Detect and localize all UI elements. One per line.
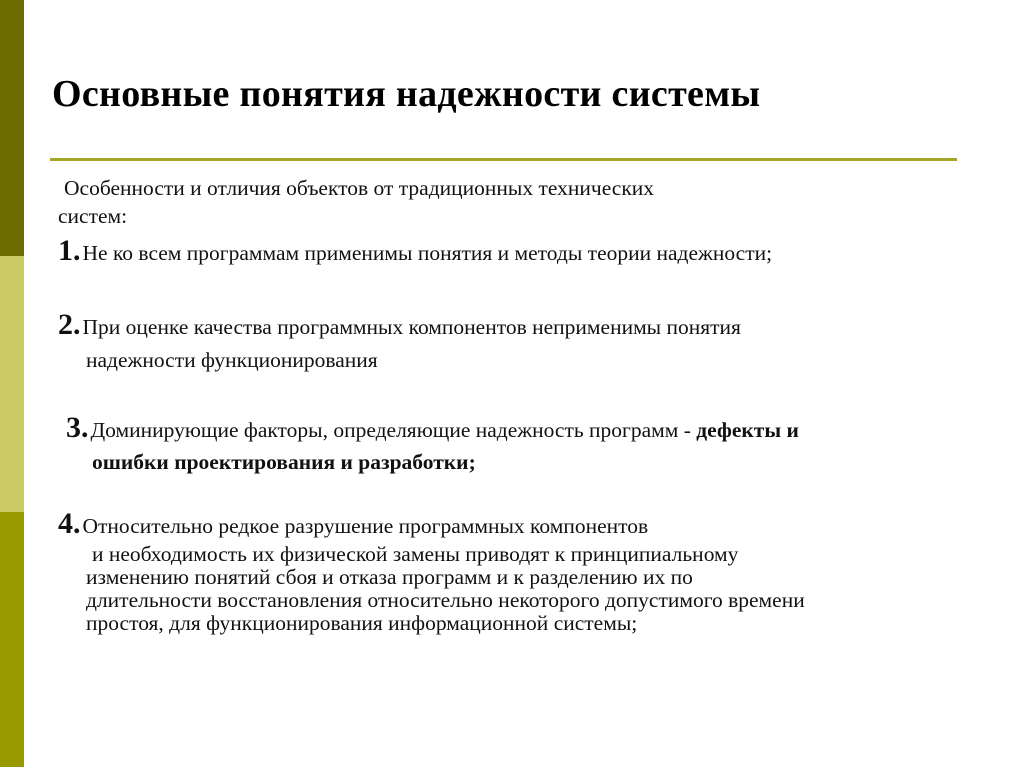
item-text: Не ко всем программам применимы понятия и методы теории надежности; bbox=[82, 241, 773, 265]
sidebar-block-olive bbox=[0, 512, 24, 767]
list-item-4-line-3: изменению понятий сбоя и отказа программ и к разделению их по bbox=[86, 565, 693, 589]
list-item-1 bbox=[58, 234, 773, 267]
item-text: Относительно редкое разрушение программных компонентов bbox=[82, 514, 649, 538]
item-number: 4. bbox=[58, 507, 81, 540]
item-text-emphasis: дефекты и bbox=[696, 418, 799, 442]
sidebar-decoration bbox=[0, 0, 24, 767]
list-item-3 bbox=[66, 411, 799, 444]
sidebar-block-dark bbox=[0, 0, 24, 256]
title-divider bbox=[50, 158, 957, 161]
sidebar-block-light bbox=[0, 256, 24, 512]
item-number: 2. bbox=[58, 308, 81, 341]
list-item-2 bbox=[58, 308, 741, 341]
item-number: 3. bbox=[66, 411, 89, 444]
item-text: Доминирующие факторы, определяющие надежность программ - bbox=[90, 418, 697, 442]
list-item-4-line-5: простоя, для функционирования информационной системы; bbox=[86, 611, 638, 635]
item-text: При оценке качества программных компонентов неприменимы понятия bbox=[82, 315, 741, 339]
list-item-2-continuation: надежности функционирования bbox=[86, 348, 378, 372]
list-item-4 bbox=[58, 507, 649, 540]
intro-line-1: Особенности и отличия объектов от традиционных технических bbox=[64, 176, 655, 200]
list-item-4-line-4: длительности восстановления относительно некоторого допустимого времени bbox=[86, 588, 805, 612]
list-item-4-line-2: и необходимость их физической замены приводят к принципиальному bbox=[92, 542, 739, 566]
list-item-3-continuation: ошибки проектирования и разработки; bbox=[92, 450, 476, 474]
item-number: 1. bbox=[58, 234, 81, 267]
intro-line-2: систем: bbox=[58, 204, 128, 228]
slide-title: Основные понятия надежности системы bbox=[52, 73, 761, 115]
